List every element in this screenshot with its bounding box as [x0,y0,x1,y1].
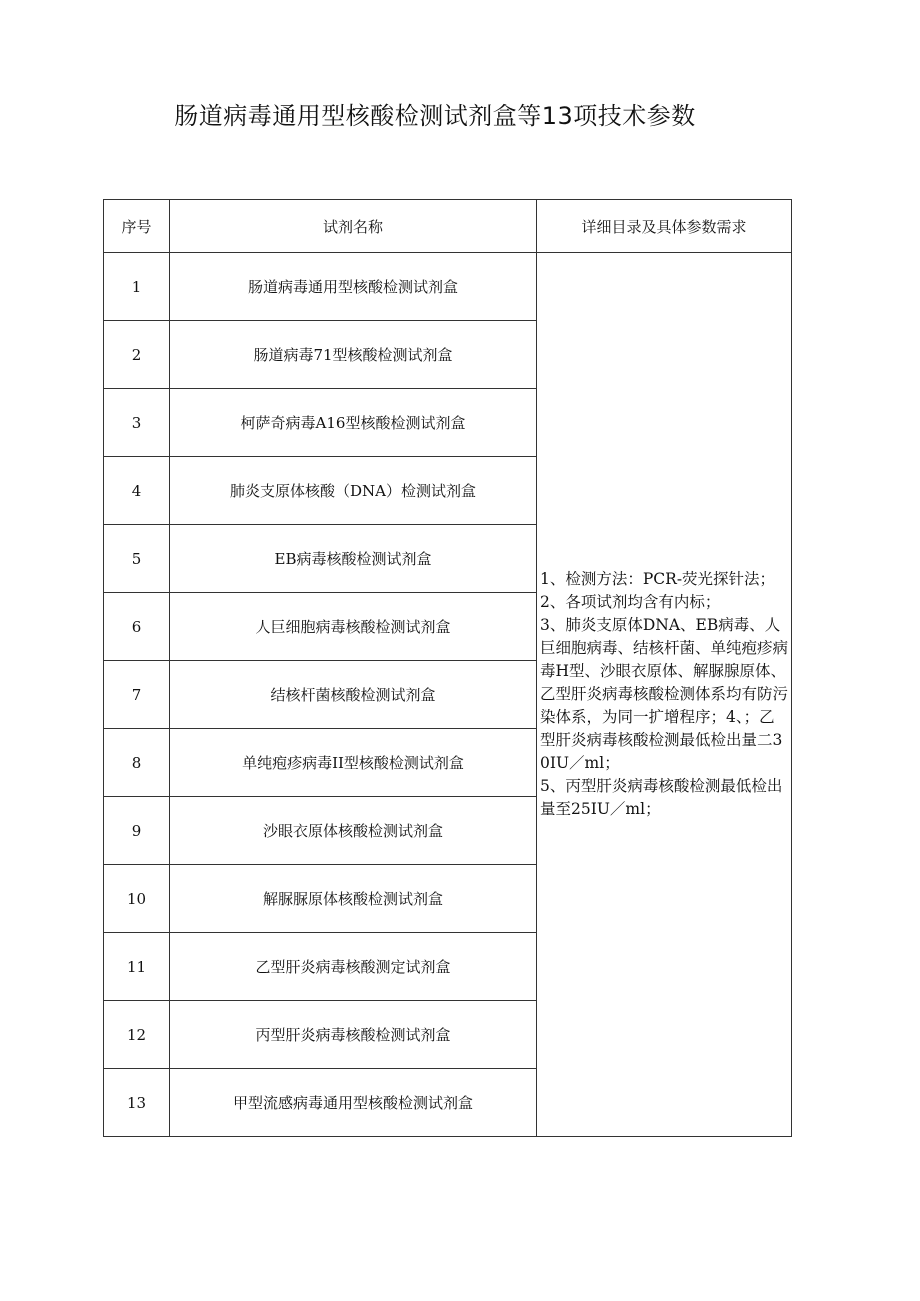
header-name: 试剂名称 [170,200,537,253]
row-index: 6 [104,593,170,661]
row-index: 4 [104,457,170,525]
document-title: 肠道病毒通用型核酸检测试剂盒等13项技术参数 [174,102,696,130]
requirement-item: 1、检测方法：PCR-荧光探针法； [540,570,776,588]
row-name: 结核杆菌核酸检测试剂盒 [170,661,537,729]
row-index: 10 [104,865,170,933]
row-name: 沙眼衣原体核酸检测试剂盒 [170,797,537,865]
row-name: 丙型肝炎病毒核酸检测试剂盒 [170,1001,537,1069]
row-name: 肠道病毒71型核酸检测试剂盒 [170,321,537,389]
table-row [104,253,792,321]
row-index: 2 [104,321,170,389]
row-name: 肺炎支原体核酸（DNA）检测试剂盒 [170,457,537,525]
row-index: 13 [104,1069,170,1137]
row-index: 9 [104,797,170,865]
row-index: 11 [104,933,170,1001]
table-header-row [104,200,792,253]
row-index: 1 [104,253,170,321]
row-name: 柯萨奇病毒A16型核酸检测试剂盒 [170,389,537,457]
requirements-cell [537,253,792,1137]
row-name: 甲型流感病毒通用型核酸检测试剂盒 [170,1069,537,1137]
header-requirements: 详细目录及具体参数需求 [537,200,792,253]
requirement-item: 3、肺炎支原体DNA、EB病毒、人巨细胞病毒、结核杆菌、单纯疱疹病毒H型、沙眼衣原体、解脲腺原体、乙型肝炎病毒核酸检测体系均有防污染体系，为同一扩增程序；4、；乙型肝炎病毒核酸检测最低检出量二30IU／ml； [540,616,789,772]
row-name: 乙型肝炎病毒核酸测定试剂盒 [170,933,537,1001]
row-name: 解脲脲原体核酸检测试剂盒 [170,865,537,933]
row-index: 3 [104,389,170,457]
spec-table [103,199,792,1137]
row-index: 7 [104,661,170,729]
row-index: 12 [104,1001,170,1069]
header-index: 序号 [104,200,170,253]
requirement-item: 2、各项试剂均含有内标； [540,593,721,611]
row-name: 肠道病毒通用型核酸检测试剂盒 [170,253,537,321]
row-name: EB病毒核酸检测试剂盒 [170,525,537,593]
row-name: 单纯疱疹病毒II型核酸检测试剂盒 [170,729,537,797]
row-name: 人巨细胞病毒核酸检测试剂盒 [170,593,537,661]
row-index: 8 [104,729,170,797]
row-index: 5 [104,525,170,593]
requirement-item: 5、丙型肝炎病毒核酸检测最低检出量至25IU／ml； [540,777,783,818]
